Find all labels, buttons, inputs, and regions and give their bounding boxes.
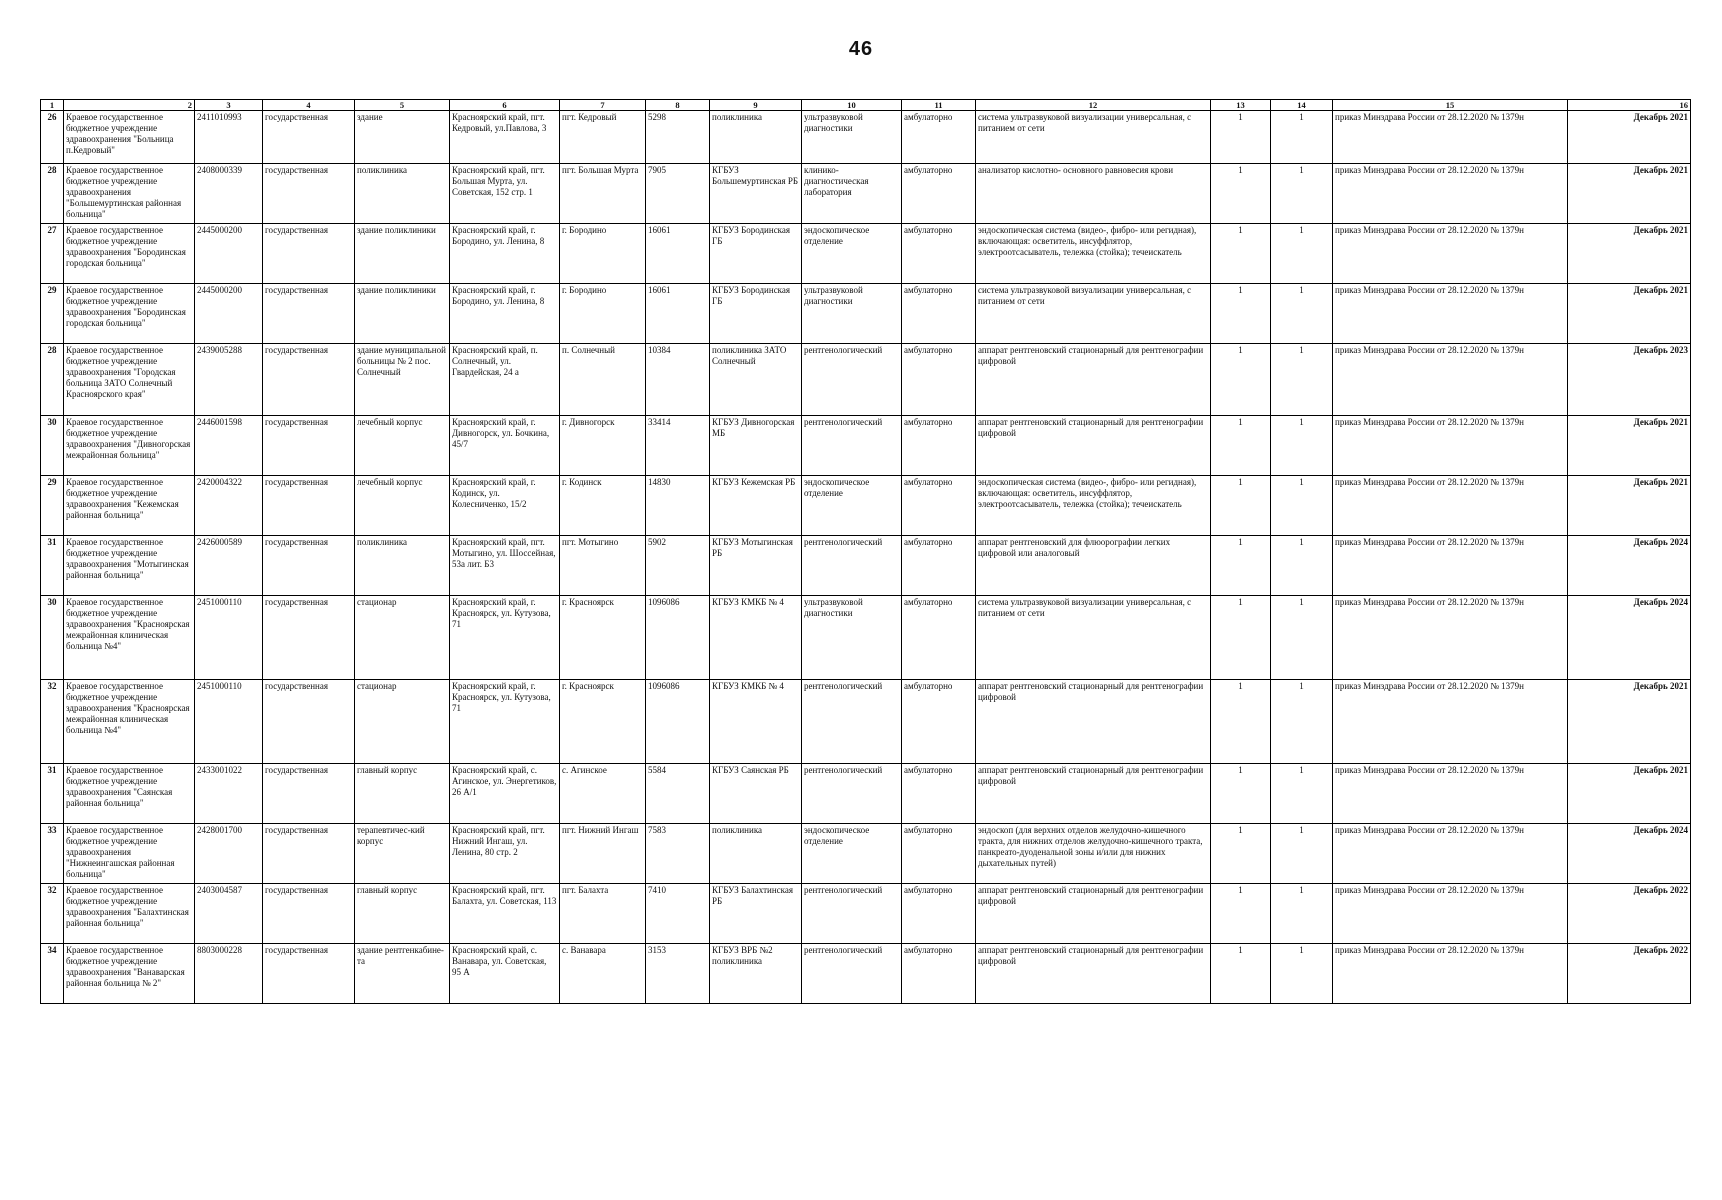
cell-care-conditions: амбулаторно <box>902 111 976 164</box>
cell-facility: КГБУЗ Кежемская РБ <box>710 476 802 536</box>
cell-equipment: аппарат рентгеновский стационарный для рентгенографии цифровой <box>976 416 1211 476</box>
cell-address: Красноярский край, г. Красноярск, ул. Кутузова, 71 <box>450 680 560 764</box>
cell-organization-name: Краевое государственное бюджетное учреждение здравоохранения "Балахтинская районная больница" <box>64 884 195 944</box>
cell-building: здание поликлиники <box>355 284 450 344</box>
cell-row-number: 31 <box>41 536 64 596</box>
cell-population: 7583 <box>646 824 710 884</box>
cell-department: рентгенологический <box>802 884 902 944</box>
column-number: 1 <box>41 100 64 111</box>
cell-inn: 2446001598 <box>195 416 263 476</box>
cell-regulation: приказ Минздрава России от 28.12.2020 № 1379н <box>1333 764 1568 824</box>
cell-deadline: Декабрь 2022 <box>1568 884 1691 944</box>
cell-care-conditions: амбулаторно <box>902 884 976 944</box>
cell-row-number: 30 <box>41 416 64 476</box>
cell-deadline: Декабрь 2024 <box>1568 824 1691 884</box>
cell-organization-name: Краевое государственное бюджетное учреждение здравоохранения "Бородинская городская больница" <box>64 284 195 344</box>
cell-row-number: 30 <box>41 596 64 680</box>
cell-address: Красноярский край, с. Ванавара, ул. Советская, 95 А <box>450 944 560 1004</box>
cell-address: Красноярский край, г. Красноярск, ул. Кутузова, 71 <box>450 596 560 680</box>
cell-organization-name: Краевое государственное бюджетное учреждение здравоохранения "Дивногорская межрайонная больница" <box>64 416 195 476</box>
cell-address: Красноярский край, пгт. Большая Мурта, ул. Советская, 152 стр. 1 <box>450 164 560 224</box>
cell-population: 5902 <box>646 536 710 596</box>
cell-deadline: Декабрь 2023 <box>1568 344 1691 416</box>
cell-locality: г. Дивногорск <box>560 416 646 476</box>
cell-regulation: приказ Минздрава России от 28.12.2020 № 1379н <box>1333 224 1568 284</box>
cell-building: лечебный корпус <box>355 476 450 536</box>
equipment-register-table <box>40 99 1691 1004</box>
cell-total-quantity: 1 <box>1271 536 1333 596</box>
cell-locality: с. Ванавара <box>560 944 646 1004</box>
cell-building: здание <box>355 111 450 164</box>
cell-ownership-type: государственная <box>263 344 355 416</box>
cell-equipment: аппарат рентгеновский стационарный для рентгенографии цифровой <box>976 944 1211 1004</box>
cell-facility: КГБУЗ Большемуртинская РБ <box>710 164 802 224</box>
cell-planned-quantity: 1 <box>1211 284 1271 344</box>
cell-building: здание поликлиники <box>355 224 450 284</box>
cell-inn: 2428001700 <box>195 824 263 884</box>
cell-population: 1096086 <box>646 596 710 680</box>
cell-address: Красноярский край, с. Агинское, ул. Энергетиков, 26 А/1 <box>450 764 560 824</box>
cell-deadline: Декабрь 2021 <box>1568 111 1691 164</box>
cell-building: поликлиника <box>355 164 450 224</box>
column-number: 15 <box>1333 100 1568 111</box>
cell-ownership-type: государственная <box>263 476 355 536</box>
cell-inn: 2451000110 <box>195 596 263 680</box>
column-number: 10 <box>802 100 902 111</box>
cell-ownership-type: государственная <box>263 884 355 944</box>
cell-building: главный корпус <box>355 764 450 824</box>
table-row <box>41 884 1691 944</box>
cell-population: 16061 <box>646 224 710 284</box>
cell-regulation: приказ Минздрава России от 28.12.2020 № 1379н <box>1333 884 1568 944</box>
cell-department: рентгенологический <box>802 680 902 764</box>
cell-total-quantity: 1 <box>1271 824 1333 884</box>
cell-address: Красноярский край, г. Бородино, ул. Ленина, 8 <box>450 284 560 344</box>
cell-department: рентгенологический <box>802 416 902 476</box>
cell-total-quantity: 1 <box>1271 164 1333 224</box>
column-number: 16 <box>1568 100 1691 111</box>
cell-deadline: Декабрь 2024 <box>1568 536 1691 596</box>
cell-inn: 2403004587 <box>195 884 263 944</box>
cell-planned-quantity: 1 <box>1211 536 1271 596</box>
cell-care-conditions: амбулаторно <box>902 596 976 680</box>
cell-planned-quantity: 1 <box>1211 596 1271 680</box>
cell-organization-name: Краевое государственное бюджетное учреждение здравоохранения "Мотыгинская районная больница" <box>64 536 195 596</box>
cell-address: Красноярский край, пгт. Кедровый, ул.Павлова, 3 <box>450 111 560 164</box>
cell-facility: КГБУЗ ВРБ №2 поликлиника <box>710 944 802 1004</box>
cell-organization-name: Краевое государственное бюджетное учреждение здравоохранения "Кежемская районная больница" <box>64 476 195 536</box>
cell-equipment: система ультразвуковой визуализации универсальная, с питанием от сети <box>976 596 1211 680</box>
cell-department: рентгенологический <box>802 944 902 1004</box>
cell-care-conditions: амбулаторно <box>902 164 976 224</box>
table-row <box>41 824 1691 884</box>
cell-building: поликлиника <box>355 536 450 596</box>
column-number-row <box>41 100 1691 111</box>
column-number: 7 <box>560 100 646 111</box>
cell-ownership-type: государственная <box>263 224 355 284</box>
cell-organization-name: Краевое государственное бюджетное учреждение здравоохранения "Саянская районная больница" <box>64 764 195 824</box>
cell-department: ультразвуковой диагностики <box>802 596 902 680</box>
cell-row-number: 27 <box>41 224 64 284</box>
cell-total-quantity: 1 <box>1271 224 1333 284</box>
table-row <box>41 680 1691 764</box>
cell-deadline: Декабрь 2021 <box>1568 224 1691 284</box>
cell-care-conditions: амбулаторно <box>902 944 976 1004</box>
cell-regulation: приказ Минздрава России от 28.12.2020 № 1379н <box>1333 680 1568 764</box>
cell-equipment: аппарат рентгеновский стационарный для рентгенографии цифровой <box>976 884 1211 944</box>
table-row <box>41 944 1691 1004</box>
cell-facility: поликлиника ЗАТО Солнечный <box>710 344 802 416</box>
cell-planned-quantity: 1 <box>1211 884 1271 944</box>
cell-planned-quantity: 1 <box>1211 944 1271 1004</box>
cell-equipment: аппарат рентгеновский стационарный для рентгенографии цифровой <box>976 680 1211 764</box>
cell-facility: поликлиника <box>710 824 802 884</box>
cell-organization-name: Краевое государственное бюджетное учреждение здравоохранения "Красноярская межрайонная клиническая больница №4" <box>64 680 195 764</box>
cell-row-number: 28 <box>41 164 64 224</box>
cell-inn: 2411010993 <box>195 111 263 164</box>
table-body <box>41 100 1691 1004</box>
cell-planned-quantity: 1 <box>1211 416 1271 476</box>
column-number: 6 <box>450 100 560 111</box>
cell-care-conditions: амбулаторно <box>902 284 976 344</box>
cell-planned-quantity: 1 <box>1211 111 1271 164</box>
cell-building: терапевтичес-кий корпус <box>355 824 450 884</box>
cell-care-conditions: амбулаторно <box>902 764 976 824</box>
cell-inn: 2420004322 <box>195 476 263 536</box>
cell-organization-name: Краевое государственное бюджетное учреждение здравоохранения "Нижнеингашская районная больница" <box>64 824 195 884</box>
column-number: 2 <box>64 100 195 111</box>
cell-equipment: аппарат рентгеновский стационарный для рентгенографии цифровой <box>976 344 1211 416</box>
cell-locality: пгт. Кедровый <box>560 111 646 164</box>
cell-population: 7905 <box>646 164 710 224</box>
table-row <box>41 416 1691 476</box>
cell-deadline: Декабрь 2021 <box>1568 416 1691 476</box>
cell-planned-quantity: 1 <box>1211 476 1271 536</box>
cell-equipment: система ультразвуковой визуализации универсальная, с питанием от сети <box>976 284 1211 344</box>
cell-row-number: 34 <box>41 944 64 1004</box>
cell-total-quantity: 1 <box>1271 476 1333 536</box>
cell-inn: 2445000200 <box>195 224 263 284</box>
cell-address: Красноярский край, пгт. Мотыгино, ул. Шоссейная, 53а лит. Б3 <box>450 536 560 596</box>
cell-total-quantity: 1 <box>1271 344 1333 416</box>
cell-department: рентгенологический <box>802 536 902 596</box>
cell-regulation: приказ Минздрава России от 28.12.2020 № 1379н <box>1333 536 1568 596</box>
cell-regulation: приказ Минздрава России от 28.12.2020 № 1379н <box>1333 164 1568 224</box>
cell-row-number: 29 <box>41 284 64 344</box>
cell-ownership-type: государственная <box>263 416 355 476</box>
cell-total-quantity: 1 <box>1271 944 1333 1004</box>
cell-building: здание рентгенкабине-та <box>355 944 450 1004</box>
cell-department: эндоскопическое отделение <box>802 476 902 536</box>
cell-facility: КГБУЗ КМКБ № 4 <box>710 680 802 764</box>
table-row <box>41 284 1691 344</box>
cell-address: Красноярский край, пгт. Балахта, ул. Советская, 113 <box>450 884 560 944</box>
cell-ownership-type: государственная <box>263 536 355 596</box>
cell-ownership-type: государственная <box>263 164 355 224</box>
cell-ownership-type: государственная <box>263 111 355 164</box>
cell-department: эндоскопическое отделение <box>802 224 902 284</box>
cell-total-quantity: 1 <box>1271 680 1333 764</box>
cell-department: рентгенологический <box>802 344 902 416</box>
cell-regulation: приказ Минздрава России от 28.12.2020 № 1379н <box>1333 284 1568 344</box>
cell-inn: 2445000200 <box>195 284 263 344</box>
cell-locality: г. Бородино <box>560 284 646 344</box>
cell-row-number: 26 <box>41 111 64 164</box>
cell-population: 14830 <box>646 476 710 536</box>
cell-population: 10384 <box>646 344 710 416</box>
cell-organization-name: Краевое государственное бюджетное учреждение здравоохранения "Городская больница ЗАТО Солнечный Красноярского края" <box>64 344 195 416</box>
cell-locality: г. Кодинск <box>560 476 646 536</box>
table-row <box>41 476 1691 536</box>
cell-deadline: Декабрь 2024 <box>1568 596 1691 680</box>
cell-building: лечебный корпус <box>355 416 450 476</box>
cell-deadline: Декабрь 2021 <box>1568 164 1691 224</box>
cell-locality: пгт. Нижний Ингаш <box>560 824 646 884</box>
cell-facility: КГБУЗ КМКБ № 4 <box>710 596 802 680</box>
cell-population: 5298 <box>646 111 710 164</box>
cell-facility: КГБУЗ Саянская РБ <box>710 764 802 824</box>
cell-regulation: приказ Минздрава России от 28.12.2020 № 1379н <box>1333 344 1568 416</box>
cell-equipment: аппарат рентгеновский стационарный для рентгенографии цифровой <box>976 764 1211 824</box>
cell-total-quantity: 1 <box>1271 764 1333 824</box>
cell-organization-name: Краевое государственное бюджетное учреждение здравоохранения "Бородинская городская больница" <box>64 224 195 284</box>
cell-organization-name: Краевое государственное бюджетное учреждение здравоохранения "Больница п.Кедровый" <box>64 111 195 164</box>
cell-inn: 2451000110 <box>195 680 263 764</box>
cell-organization-name: Краевое государственное бюджетное учреждение здравоохранения "Красноярская межрайонная клиническая больница №4" <box>64 596 195 680</box>
cell-organization-name: Краевое государственное бюджетное учреждение здравоохранения "Ванаварская районная больница № 2" <box>64 944 195 1004</box>
cell-facility: КГБУЗ Балахтинская РБ <box>710 884 802 944</box>
cell-care-conditions: амбулаторно <box>902 536 976 596</box>
cell-total-quantity: 1 <box>1271 884 1333 944</box>
cell-facility: КГБУЗ Бородинская ГБ <box>710 284 802 344</box>
column-number: 4 <box>263 100 355 111</box>
cell-regulation: приказ Минздрава России от 28.12.2020 № 1379н <box>1333 824 1568 884</box>
cell-locality: г. Бородино <box>560 224 646 284</box>
cell-population: 3153 <box>646 944 710 1004</box>
cell-total-quantity: 1 <box>1271 284 1333 344</box>
cell-planned-quantity: 1 <box>1211 824 1271 884</box>
cell-address: Красноярский край, п. Солнечный, ул. Гвардейская, 24 а <box>450 344 560 416</box>
cell-row-number: 28 <box>41 344 64 416</box>
table-row <box>41 596 1691 680</box>
cell-ownership-type: государственная <box>263 596 355 680</box>
cell-inn: 2408000339 <box>195 164 263 224</box>
cell-population: 1096086 <box>646 680 710 764</box>
cell-locality: пгт. Большая Мурта <box>560 164 646 224</box>
cell-row-number: 32 <box>41 884 64 944</box>
column-number: 14 <box>1271 100 1333 111</box>
cell-ownership-type: государственная <box>263 824 355 884</box>
column-number: 8 <box>646 100 710 111</box>
cell-facility: КГБУЗ Мотыгинская РБ <box>710 536 802 596</box>
cell-department: ультразвуковой диагностики <box>802 284 902 344</box>
cell-ownership-type: государственная <box>263 680 355 764</box>
cell-regulation: приказ Минздрава России от 28.12.2020 № 1379н <box>1333 111 1568 164</box>
cell-organization-name: Краевое государственное бюджетное учреждение здравоохранения "Большемуртинская районная больница" <box>64 164 195 224</box>
cell-row-number: 29 <box>41 476 64 536</box>
cell-population: 5584 <box>646 764 710 824</box>
column-number: 3 <box>195 100 263 111</box>
cell-deadline: Декабрь 2021 <box>1568 284 1691 344</box>
cell-total-quantity: 1 <box>1271 416 1333 476</box>
column-number: 12 <box>976 100 1211 111</box>
cell-equipment: эндоскоп (для верхних отделов желудочно-кишечного тракта, для нижних отделов желудочно-кишечного тракта, панкреато-дуоденальной зоны и/или для нижних дыхательных путей) <box>976 824 1211 884</box>
cell-care-conditions: амбулаторно <box>902 476 976 536</box>
cell-population: 7410 <box>646 884 710 944</box>
cell-care-conditions: амбулаторно <box>902 680 976 764</box>
cell-population: 16061 <box>646 284 710 344</box>
cell-total-quantity: 1 <box>1271 596 1333 680</box>
column-number: 9 <box>710 100 802 111</box>
cell-total-quantity: 1 <box>1271 111 1333 164</box>
cell-care-conditions: амбулаторно <box>902 416 976 476</box>
table-row <box>41 764 1691 824</box>
column-number: 13 <box>1211 100 1271 111</box>
cell-ownership-type: государственная <box>263 284 355 344</box>
cell-deadline: Декабрь 2021 <box>1568 764 1691 824</box>
cell-building: стационар <box>355 596 450 680</box>
cell-regulation: приказ Минздрава России от 28.12.2020 № 1379н <box>1333 416 1568 476</box>
cell-address: Красноярский край, г. Бородино, ул. Ленина, 8 <box>450 224 560 284</box>
cell-locality: с. Агинское <box>560 764 646 824</box>
cell-department: рентгенологический <box>802 764 902 824</box>
table-row <box>41 224 1691 284</box>
page-number: 46 <box>848 38 874 60</box>
cell-equipment: эндоскопическая система (видео-, фибро- или регидная), включающая: осветитель, инсуффлятор, электроотсасыватель, тележка (стойка); течеискатель <box>976 476 1211 536</box>
cell-building: здание муниципальной больницы № 2 пос. Солнечный <box>355 344 450 416</box>
cell-care-conditions: амбулаторно <box>902 824 976 884</box>
cell-facility: КГБУЗ Бородинская ГБ <box>710 224 802 284</box>
cell-care-conditions: амбулаторно <box>902 344 976 416</box>
cell-planned-quantity: 1 <box>1211 164 1271 224</box>
table-row <box>41 164 1691 224</box>
table-row <box>41 111 1691 164</box>
cell-department: эндоскопическое отделение <box>802 824 902 884</box>
cell-locality: п. Солнечный <box>560 344 646 416</box>
cell-locality: г. Красноярск <box>560 596 646 680</box>
cell-inn: 8803000228 <box>195 944 263 1004</box>
column-number: 5 <box>355 100 450 111</box>
cell-address: Красноярский край, г. Кодинск, ул. Колесниченко, 15/2 <box>450 476 560 536</box>
cell-care-conditions: амбулаторно <box>902 224 976 284</box>
cell-row-number: 32 <box>41 680 64 764</box>
cell-regulation: приказ Минздрава России от 28.12.2020 № 1379н <box>1333 596 1568 680</box>
cell-department: клинико-диагностическая лаборатория <box>802 164 902 224</box>
cell-deadline: Декабрь 2021 <box>1568 680 1691 764</box>
column-number: 11 <box>902 100 976 111</box>
cell-ownership-type: государственная <box>263 944 355 1004</box>
cell-inn: 2439005288 <box>195 344 263 416</box>
cell-building: главный корпус <box>355 884 450 944</box>
cell-regulation: приказ Минздрава России от 28.12.2020 № 1379н <box>1333 944 1568 1004</box>
cell-locality: г. Красноярск <box>560 680 646 764</box>
cell-inn: 2433001022 <box>195 764 263 824</box>
cell-planned-quantity: 1 <box>1211 224 1271 284</box>
cell-equipment: эндоскопическая система (видео-, фибро- или регидная), включающая: осветитель, инсуффлятор, электроотсасыватель, тележка (стойка); течеискатель <box>976 224 1211 284</box>
cell-locality: пгт. Мотыгино <box>560 536 646 596</box>
cell-planned-quantity: 1 <box>1211 764 1271 824</box>
cell-building: стационар <box>355 680 450 764</box>
cell-row-number: 33 <box>41 824 64 884</box>
cell-deadline: Декабрь 2021 <box>1568 476 1691 536</box>
cell-planned-quantity: 1 <box>1211 344 1271 416</box>
table-row <box>41 344 1691 416</box>
cell-population: 33414 <box>646 416 710 476</box>
cell-department: ультразвуковой диагностики <box>802 111 902 164</box>
cell-facility: поликлиника <box>710 111 802 164</box>
cell-equipment: аппарат рентгеновский для флюорографии легких цифровой или аналоговый <box>976 536 1211 596</box>
cell-address: Красноярский край, г. Дивногорск, ул. Бочкина, 45/7 <box>450 416 560 476</box>
cell-equipment: анализатор кислотно- основного равновесия крови <box>976 164 1211 224</box>
cell-equipment: система ультразвуковой визуализации универсальная, с питанием от сети <box>976 111 1211 164</box>
cell-planned-quantity: 1 <box>1211 680 1271 764</box>
cell-address: Красноярский край, пгт. Нижний Ингаш, ул. Ленина, 80 стр. 2 <box>450 824 560 884</box>
cell-inn: 2426000589 <box>195 536 263 596</box>
cell-deadline: Декабрь 2022 <box>1568 944 1691 1004</box>
table-row <box>41 536 1691 596</box>
cell-locality: пгт. Балахта <box>560 884 646 944</box>
cell-regulation: приказ Минздрава России от 28.12.2020 № 1379н <box>1333 476 1568 536</box>
cell-row-number: 31 <box>41 764 64 824</box>
cell-ownership-type: государственная <box>263 764 355 824</box>
cell-facility: КГБУЗ Дивногорская МБ <box>710 416 802 476</box>
